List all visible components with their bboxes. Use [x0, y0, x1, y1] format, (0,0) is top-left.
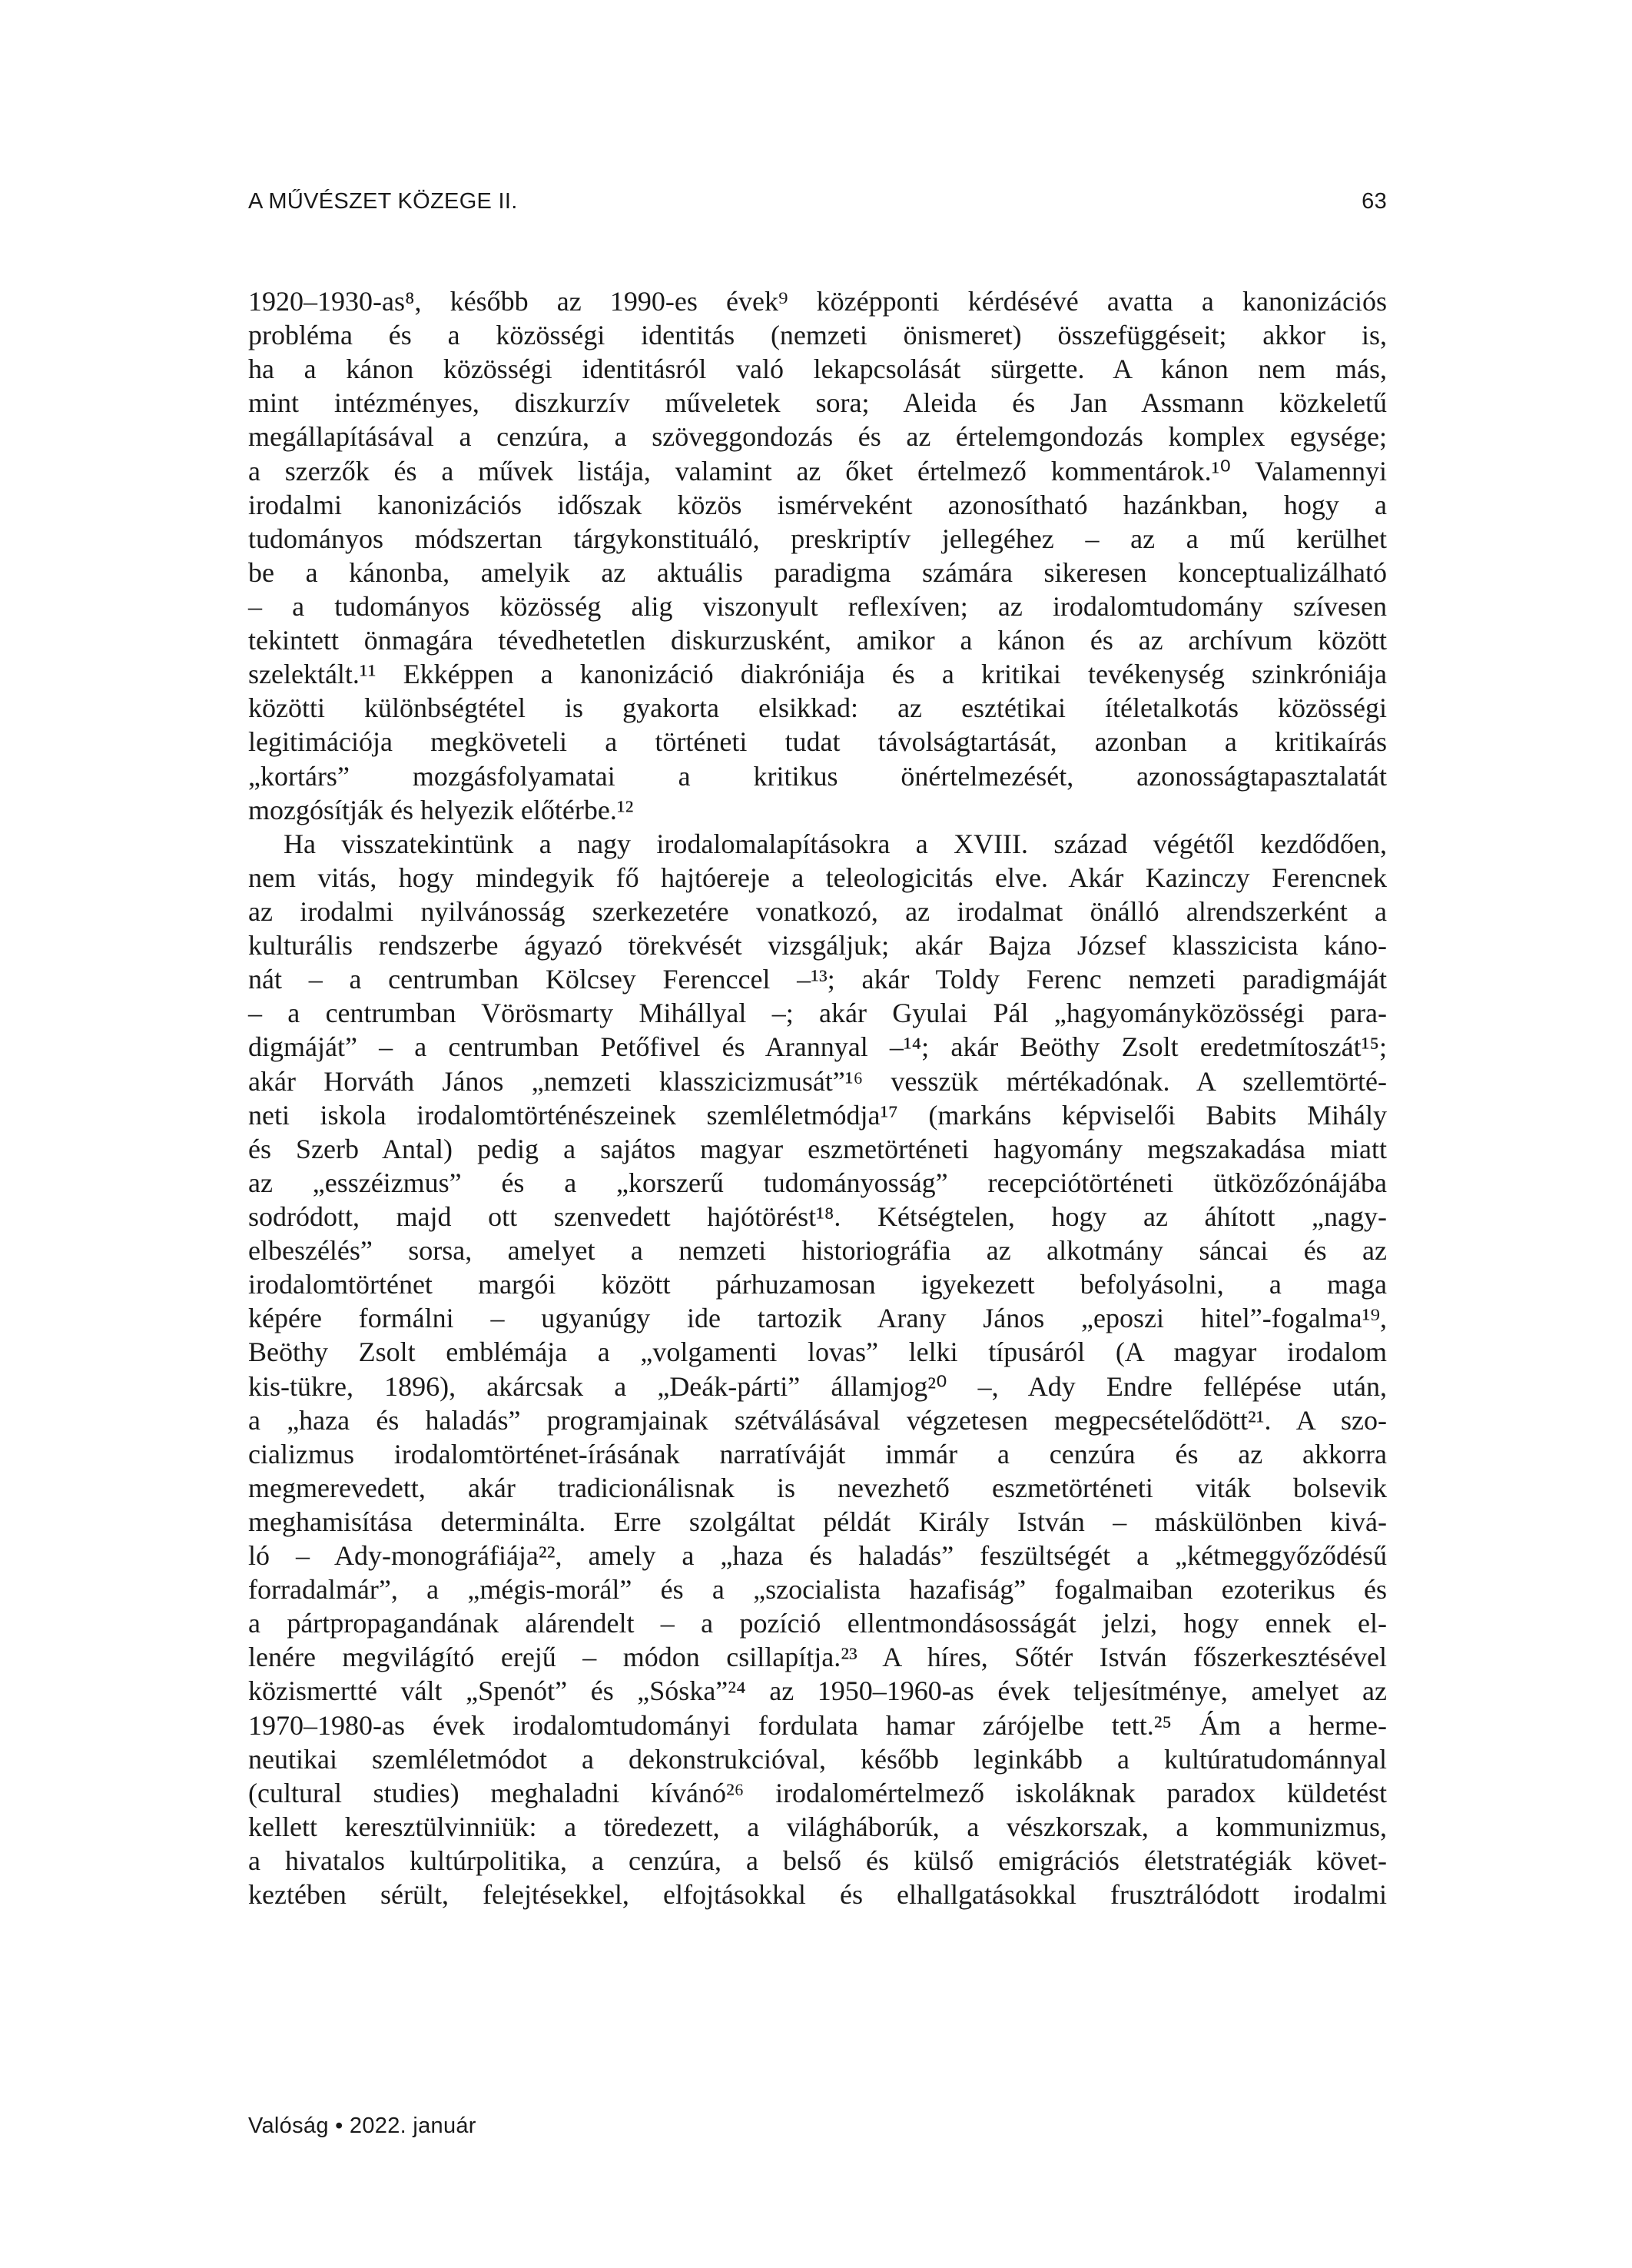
text-line: probléma és a közösségi identitás (nemzeti önismeret) összefüggéseit; akkor is,: [248, 320, 1387, 351]
text-line: szelektált.¹¹ Ekképpen a kanonizáció diakróniája és a kritikai tevékenység szinkróniája: [248, 659, 1387, 690]
text-line: neti iskola irodalomtörténészeinek szemléletmódja¹⁷ (markáns képviselői Babits Mihály: [248, 1099, 1387, 1131]
text-line: kellett keresztülvinniük: a töredezett, a világháborúk, a vészkorszak, a kommunizmus,: [248, 1811, 1387, 1842]
text-line: kulturális rendszerbe ágyazó törekvését vizsgáljuk; akár Bajza József klasszicista káno-: [248, 930, 1387, 961]
text-line: tekintett önmagára tévedhetetlen diskurzusként, amikor a kánon és az archívum között: [248, 625, 1387, 656]
text-line: 1970–1980-as évek irodalomtudományi fordulata hamar zárójelbe tett.²⁵ Ám a herme-: [248, 1709, 1387, 1741]
text-line: Beöthy Zsolt emblémája a „volgamenti lovas” lelki típusáról (A magyar irodalom: [248, 1337, 1387, 1368]
page-number: 63: [1362, 189, 1387, 214]
text-line: forradalmár”, a „mégis-morál” és a „szocialista hazafiság” fogalmaiban ezoterikus és: [248, 1574, 1387, 1606]
text-line: közötti különbségtétel is gyakorta elsikkad: az esztétikai ítéletalkotás közösségi: [248, 692, 1387, 724]
text-line: meghamisítása determinálta. Erre szolgáltat példát Király István – máskülönben kivá-: [248, 1506, 1387, 1537]
text-line: az irodalmi nyilvánosság szerkezetére vonatkozó, az irodalmat önálló alrendszerként a: [248, 895, 1387, 927]
text-line: nem vitás, hogy mindegyik fő hajtóereje a teleologicitás elve. Akár Kazinczy Ferencnek: [248, 862, 1387, 893]
text-line: digmáját” – a centrumban Petőfivel és Arannyal –¹⁴; akár Beöthy Zsolt eredetmítoszát¹⁵;: [248, 1031, 1387, 1063]
text-line: a szerzők és a művek listája, valamint az őket értelmező kommentárok.¹⁰ Valamennyi: [248, 455, 1387, 486]
text-line: mozgósítják és helyezik előtérbe.¹²: [248, 794, 634, 825]
text-line: lenére megvilágító erejű – módon csillapítja.²³ A híres, Sőtér István főszerkesztésével: [248, 1642, 1387, 1673]
text-line: be a kánonba, amelyik az aktuális paradigma számára sikeresen konceptualizálható: [248, 556, 1387, 588]
text-line: a „haza és haladás” programjainak szétválásával végzetesen megpecsételődött²¹. A szo-: [248, 1404, 1387, 1436]
text-line: keztében sérült, felejtésekkel, elfojtásokkal és elhallgatásokkal frusztrálódott irodalmi: [248, 1879, 1387, 1911]
text-line: a hivatalos kultúrpolitika, a cenzúra, a belső és külső emigrációs életstratégiák követ-: [248, 1845, 1387, 1877]
running-footer: Valóság • 2022. január: [248, 2114, 476, 2138]
text-line: közismertté vált „Spenót” és „Sóska”²⁴ az 1950–1960-as évek teljesítménye, amelyet az: [248, 1675, 1387, 1707]
text-line: neutikai szemléletmódot a dekonstrukcióval, később leginkább a kultúratudománnyal: [248, 1743, 1387, 1775]
text-line: mint intézményes, diszkurzív műveletek sora; Aleida és Jan Assmann közkeletű: [248, 387, 1387, 419]
text-line: képére formálni – ugyanúgy ide tartozik Arany János „eposzi hitel”-fogalma¹⁹,: [248, 1303, 1387, 1334]
text-line: „kortárs” mozgásfolyamatai a kritikus önértelmezését, azonosságtapasztalatát: [248, 760, 1387, 792]
running-header: [248, 189, 1387, 220]
text-line: megállapításával a cenzúra, a szöveggondozás és az értelemgondozás komplex egysége;: [248, 421, 1387, 453]
paragraph-first-line: Ha visszatekintünk a nagy irodalomalapításokra a XVIII. század végétől kezdődően,: [284, 828, 1387, 859]
text-line: – a centrumban Vörösmarty Mihállyal –; akár Gyulai Pál „hagyományközösségi para-: [248, 998, 1387, 1029]
text-line: ha a kánon közösségi identitásról való lekapcsolását sürgette. A kánon nem más,: [248, 354, 1387, 385]
text-line: nát – a centrumban Kölcsey Ferenccel –¹³; akár Toldy Ferenc nemzeti paradigmáját: [248, 964, 1387, 995]
text-line: és Szerb Antal) pedig a sajátos magyar eszmetörténeti hagyomány megszakadása miatt: [248, 1133, 1387, 1164]
text-line: ló – Ady-monográfiája²², amely a „haza és haladás” feszültségét a „kétmeggyőződésű: [248, 1540, 1387, 1572]
text-line: irodalmi kanonizációs időszak közös ismérveként azonosítható hazánkban, hogy a: [248, 489, 1387, 520]
text-line: – a tudományos közösség alig viszonyult reflexíven; az irodalomtudomány szívesen: [248, 590, 1387, 622]
section-title: A MŰVÉSZET KÖZEGE II.: [248, 189, 518, 214]
text-line: tudományos módszertan tárgykonstituáló, preskriptív jellegéhez – az a mű kerülhet: [248, 523, 1387, 554]
text-line: az „esszéizmus” és a „korszerű tudományosság” recepciótörténeti ütközőzónájába: [248, 1167, 1387, 1198]
text-line: sodródott, majd ott szenvedett hajótörést¹⁸. Kétségtelen, hogy az áhított „nagy-: [248, 1200, 1387, 1232]
text-line: kis-tükre, 1896), akárcsak a „Deák-párti” államjog²⁰ –, Ady Endre fellépése után,: [248, 1370, 1387, 1402]
text-line: elbeszélés” sorsa, amelyet a nemzeti historiográfia az alkotmány sáncai és az: [248, 1235, 1387, 1267]
text-line: (cultural studies) meghaladni kívánó²⁶ irodalomértelmező iskoláknak paradox küldetést: [248, 1777, 1387, 1808]
text-line: akár Horváth János „nemzeti klasszicizmusát”¹⁶ vesszük mértékadónak. A szellemtörté-: [248, 1065, 1387, 1097]
text-line: a pártpropagandának alárendelt – a pozíció ellentmondásosságát jelzi, hogy ennek el-: [248, 1608, 1387, 1639]
text-line: 1920–1930-as⁸, később az 1990-es évek⁹ középponti kérdésévé avatta a kanonizációs: [248, 286, 1387, 317]
text-line: legitimációja megköveteli a történeti tudat távolságtartását, azonban a kritikaírás: [248, 726, 1387, 758]
text-line: cializmus irodalomtörténet-írásának narratíváját immár a cenzúra és az akkorra: [248, 1438, 1387, 1469]
text-line: megmerevedett, akár tradicionálisnak is nevezhető eszmetörténeti viták bolsevik: [248, 1472, 1387, 1503]
body-text: [248, 284, 1387, 1911]
text-line: irodalomtörténet margói között párhuzamosan igyekezett befolyásolni, a maga: [248, 1269, 1387, 1300]
